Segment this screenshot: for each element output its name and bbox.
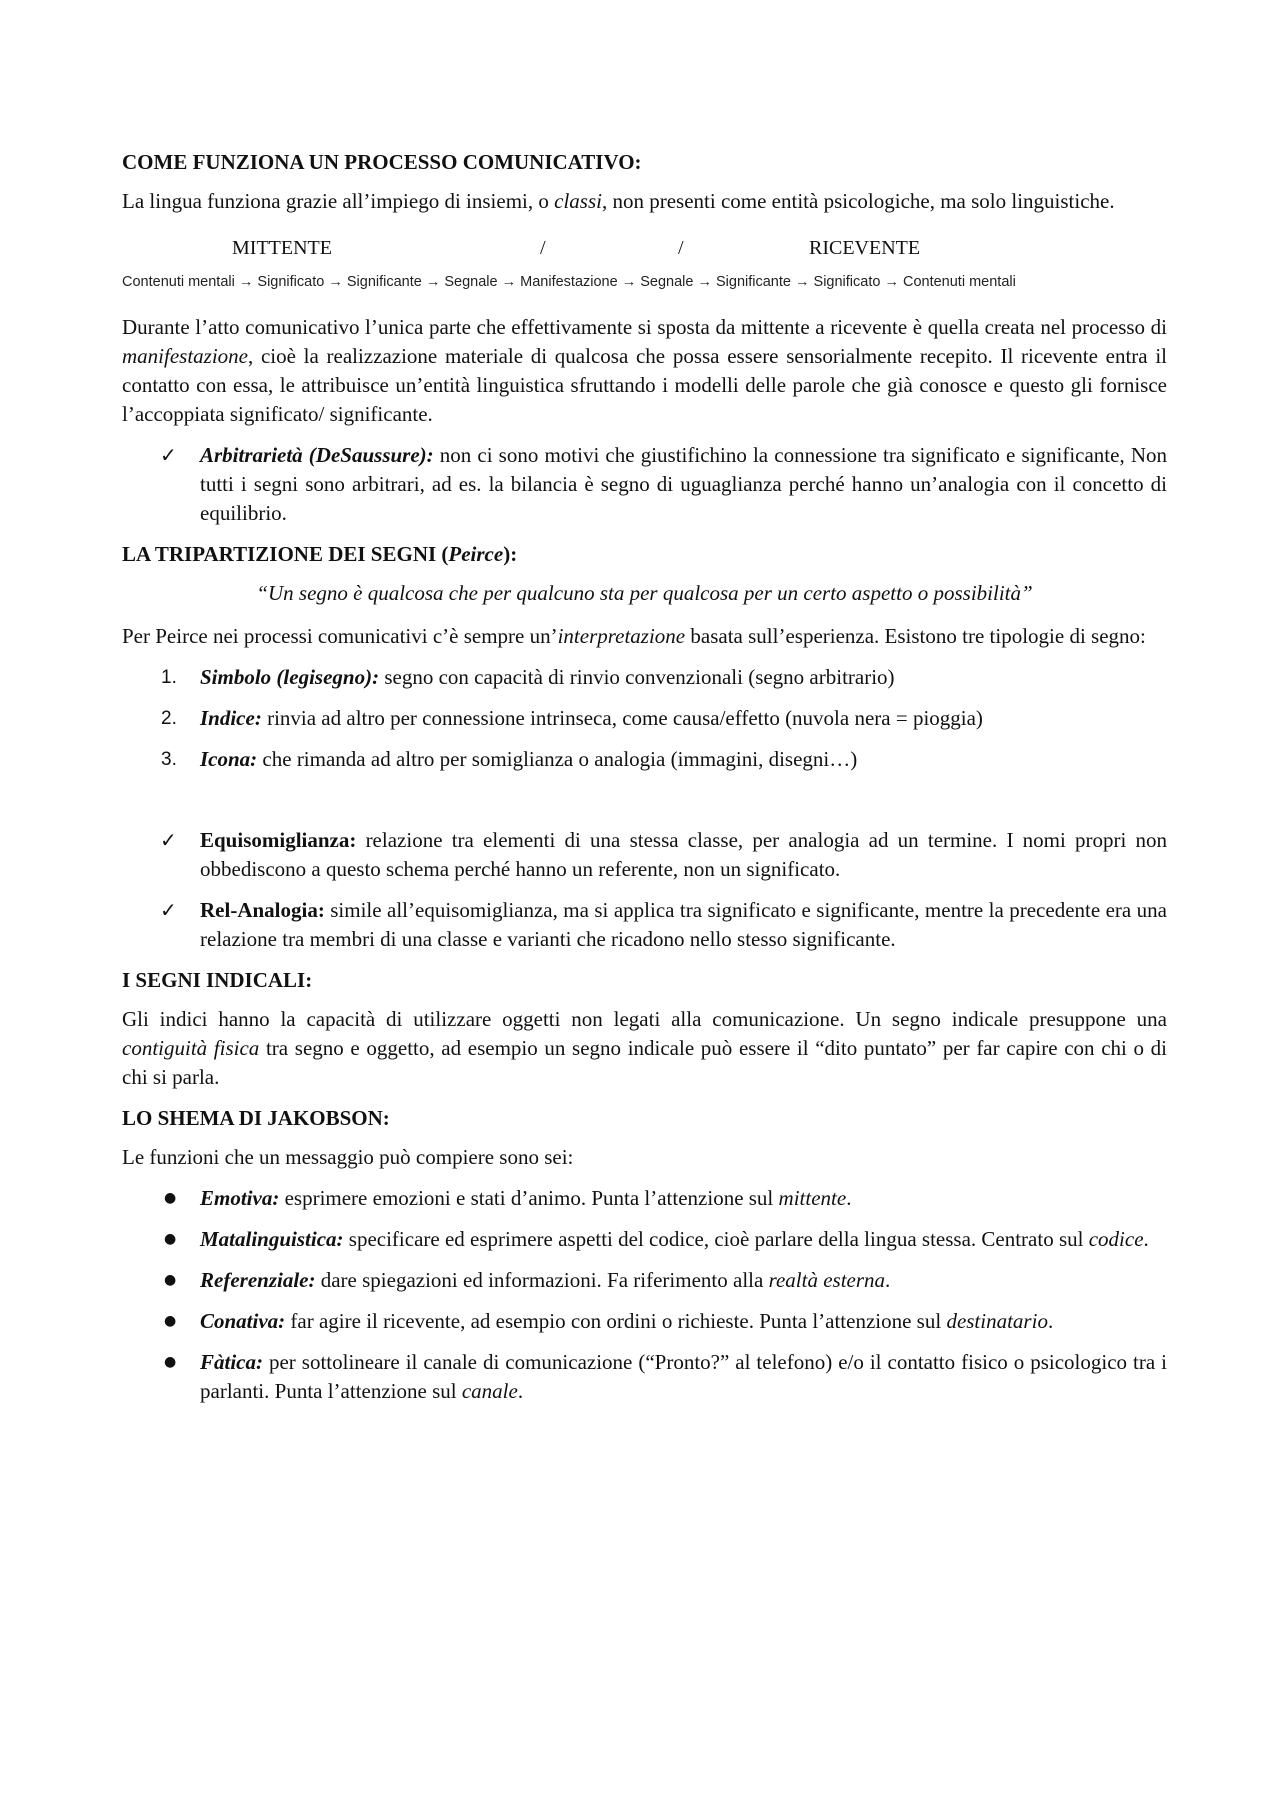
emphasis-classi: classi bbox=[554, 189, 602, 213]
document-content bbox=[122, 148, 1167, 1418]
term-emotiva: Emotiva: bbox=[200, 1186, 280, 1210]
text-run: dare spiegazioni ed informazioni. Fa riferimento alla bbox=[315, 1268, 769, 1292]
section-heading-processo: COME FUNZIONA UN PROCESSO COMUNICATIVO: bbox=[122, 150, 642, 174]
term-rel-analogia: Rel-Analogia: bbox=[200, 898, 325, 922]
text-run: esprimere emozioni e stati d’animo. Punta l’attenzione sul bbox=[279, 1186, 779, 1210]
paragraph-peirce bbox=[122, 622, 1167, 651]
bullet-item-fatica bbox=[122, 1348, 1167, 1406]
term-fatica: Fàtica: bbox=[200, 1350, 263, 1374]
paragraph-lingua bbox=[122, 187, 1167, 216]
text-run: La lingua funziona grazie all’impiego di insiemi, o bbox=[122, 189, 555, 213]
paragraph-funzioni-intro: Le funzioni che un messaggio può compiere sono sei: bbox=[122, 1145, 574, 1169]
bullet-icon: ● bbox=[164, 1354, 177, 1370]
bullet-item-emotiva bbox=[122, 1184, 1167, 1213]
text-run: . bbox=[885, 1268, 891, 1292]
text-run: . bbox=[846, 1186, 852, 1210]
bullet-icon: ● bbox=[164, 1190, 177, 1206]
list-number: 1. bbox=[161, 667, 177, 688]
text-run: , cioè la realizzazione materiale di qualcosa che possa essere sensorialmente recepito. Il ricevente entra il contatto con essa, le attribuisce un’entità linguistica sfruttando i modelli delle parole che già conosce e questo gli fornisce l’accoppiata significato/ significante. bbox=[122, 344, 1167, 426]
section-heading-segni-indicali: I SEGNI INDICALI: bbox=[122, 968, 313, 992]
emphasis: mittente bbox=[778, 1186, 847, 1210]
peirce-quote: “Un segno è qualcosa che per qualcuno sta per qualcosa per un certo aspetto o possibilità” bbox=[256, 581, 1033, 605]
checkmark-icon: ✓ bbox=[160, 898, 177, 922]
text-run: ): bbox=[503, 542, 518, 566]
term-icona: Icona: bbox=[200, 747, 258, 771]
list-number: 2. bbox=[161, 708, 177, 729]
paragraph-atto-comunicativo bbox=[122, 313, 1167, 429]
emphasis-manifestazione: manifestazione bbox=[122, 344, 248, 368]
paragraph-indici bbox=[122, 1005, 1167, 1092]
text-run: . bbox=[1047, 1309, 1054, 1333]
text-run: Per Peirce nei processi comunicativi c’è sempre un’ bbox=[122, 624, 558, 648]
emphasis: canale bbox=[461, 1379, 518, 1403]
emphasis-interpretazione: interpretazione bbox=[557, 624, 686, 648]
numbered-item-icona bbox=[122, 745, 1167, 774]
role-ricevente: RICEVENTE bbox=[809, 237, 921, 259]
check-item-rel-analogia bbox=[122, 896, 1167, 954]
bullet-item-conativa bbox=[122, 1307, 1167, 1336]
section-heading-tripartizione bbox=[122, 540, 1167, 569]
role-separator-1: / bbox=[540, 237, 546, 259]
text-run: far agire il ricevente, ad esempio con ordini o richieste. Punta l’attenzione sul bbox=[285, 1309, 947, 1333]
term-simbolo: Simbolo (legisegno): bbox=[200, 665, 380, 689]
bullet-icon: ● bbox=[164, 1272, 177, 1288]
spacer bbox=[122, 786, 1167, 826]
list-number: 3. bbox=[161, 749, 177, 770]
emphasis: destinatario bbox=[946, 1309, 1048, 1333]
emphasis: codice bbox=[1088, 1227, 1144, 1251]
text-run: LA TRIPARTIZIONE DEI SEGNI ( bbox=[122, 542, 449, 566]
text-run: , non presenti come entità psicologiche, ma solo linguistiche. bbox=[601, 189, 1115, 213]
check-item-arbitrarieta bbox=[122, 441, 1167, 528]
checkmark-icon: ✓ bbox=[160, 443, 177, 467]
text-run: non ci sono motivi che giustifichino la connessione tra significato e significante, Non tutti i segni sono arbitrari, ad es. la bilancia è segno di uguaglianza perché hanno un’analogia con il concetto di equilibrio. bbox=[200, 443, 1167, 525]
numbered-item-simbolo bbox=[122, 663, 1167, 692]
roles-row bbox=[122, 228, 1167, 268]
text-run: segno con capacità di rinvio convenzionali (segno arbitrario) bbox=[379, 665, 895, 689]
text-run: basata sull’esperienza. Esistono tre tipologie di segno: bbox=[685, 624, 1146, 648]
term-arbitrarieta: Arbitrarietà (DeSaussure): bbox=[200, 443, 434, 467]
text-run: Durante l’atto comunicativo l’unica parte che effettivamente si sposta da mittente a ricevente è quella creata nel processo di bbox=[122, 315, 1167, 339]
role-separator-2: / bbox=[678, 237, 684, 259]
checkmark-icon: ✓ bbox=[160, 828, 177, 852]
communication-flow: Contenuti mentali → Significato → Significante → Segnale → Manifestazione → Segnale → Significante → Significato → Contenuti mentali bbox=[122, 274, 1016, 290]
term-referenziale: Referenziale: bbox=[200, 1268, 316, 1292]
text-run: per sottolineare il canale di comunicazione (“Pronto?” al telefono) e/o il contatto fisico o psicologico tra i parlanti. Punta l’attenzione sul bbox=[200, 1350, 1167, 1403]
text-run: specificare ed esprimere aspetti del codice, cioè parlare della lingua stessa. Centrato sul bbox=[343, 1227, 1089, 1251]
emphasis-peirce: Peirce bbox=[448, 542, 504, 566]
text-run: . bbox=[517, 1379, 524, 1403]
section-heading-jakobson: LO SHEMA DI JAKOBSON: bbox=[122, 1106, 390, 1130]
text-run: che rimanda ad altro per somiglianza o analogia (immagini, disegni…) bbox=[257, 747, 858, 771]
emphasis: realtà esterna bbox=[768, 1268, 886, 1292]
text-run: . bbox=[1143, 1227, 1149, 1251]
term-conativa: Conativa: bbox=[200, 1309, 286, 1333]
text-run: tra segno e oggetto, ad esempio un segno indicale può essere il “dito puntato” per far capire con chi o di chi si parla. bbox=[122, 1036, 1167, 1089]
text-run: relazione tra elementi di una stessa classe, per analogia ad un termine. I nomi propri non obbediscono a questo schema perché hanno un referente, non un significato. bbox=[200, 828, 1167, 881]
bullet-icon: ● bbox=[164, 1231, 177, 1247]
emphasis-contiguita: contiguità fisica bbox=[122, 1036, 260, 1060]
bullet-item-metalinguistica bbox=[122, 1225, 1167, 1254]
role-mittente: MITTENTE bbox=[232, 237, 332, 259]
text-run: simile all’equisomiglianza, ma si applica tra significato e significante, mentre la precedente era una relazione tra membri di una classe e varianti che ricadono nello stesso significante. bbox=[200, 898, 1167, 951]
term-metalinguistica: Matalinguistica: bbox=[200, 1227, 344, 1251]
bullet-icon: ● bbox=[164, 1313, 177, 1329]
numbered-item-indice bbox=[122, 704, 1167, 733]
text-run: Gli indici hanno la capacità di utilizzare oggetti non legati alla comunicazione. Un segno indicale presuppone una bbox=[122, 1007, 1167, 1031]
term-equisomiglianza: Equisomiglianza: bbox=[200, 828, 357, 852]
bullet-item-referenziale bbox=[122, 1266, 1167, 1295]
check-item-equisomiglianza bbox=[122, 826, 1167, 884]
term-indice: Indice: bbox=[200, 706, 262, 730]
text-run: rinvia ad altro per connessione intrinseca, come causa/effetto (nuvola nera = pioggia) bbox=[261, 706, 983, 730]
